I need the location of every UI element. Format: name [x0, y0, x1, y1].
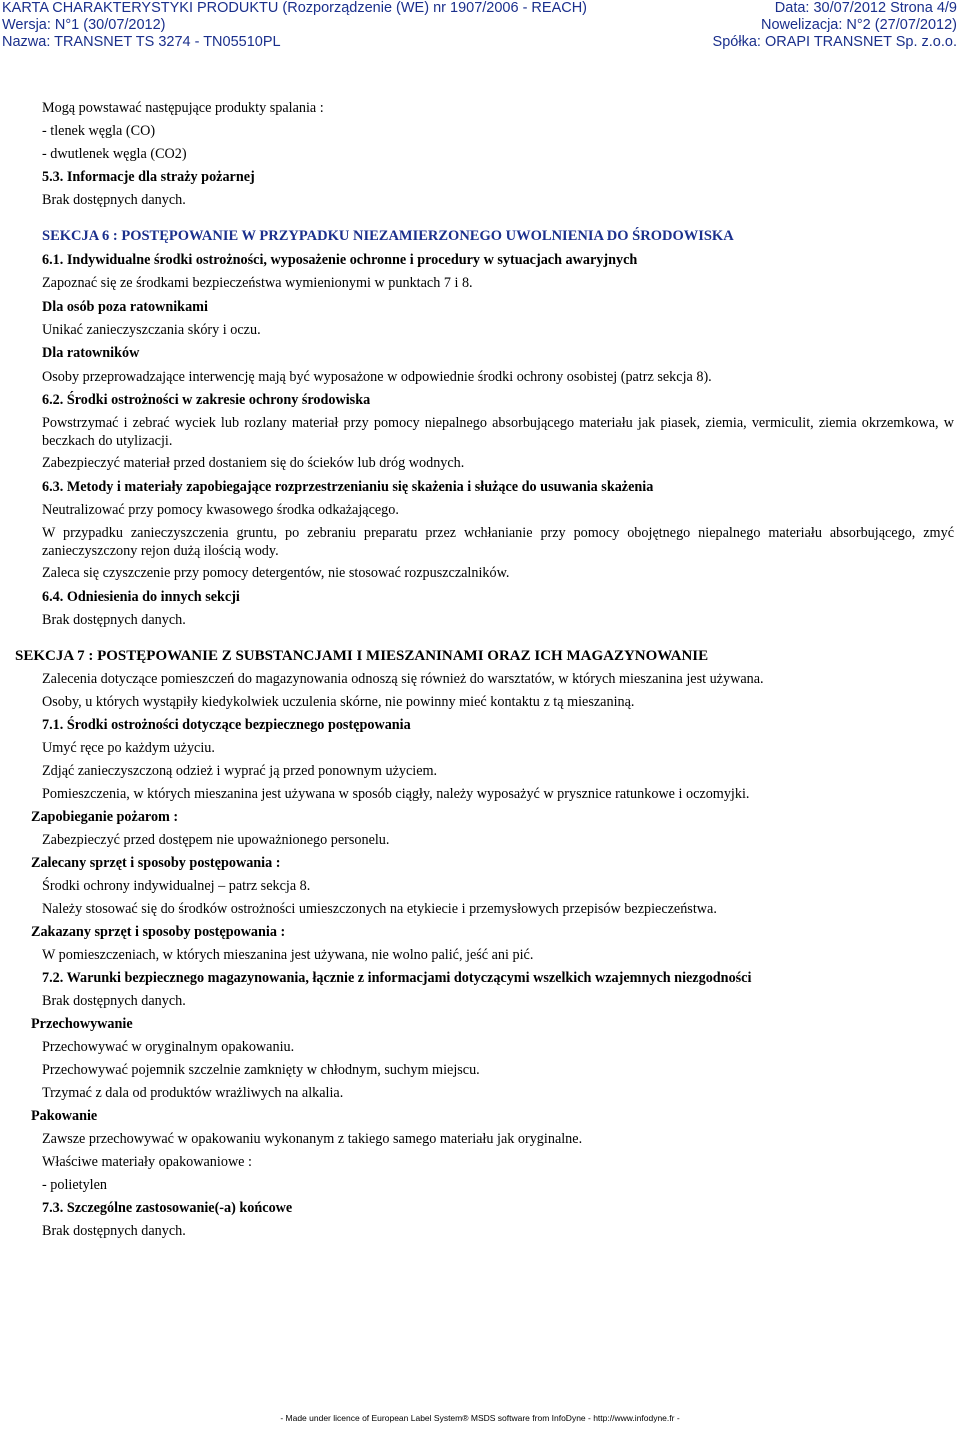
text-line: - dwutlenek węgla (CO2): [42, 146, 187, 162]
text-line: Pomieszczenia, w których mieszanina jest używana w sposób ciągły, należy wyposażyć w prysznice ratunkowe i oczomyjki.: [42, 786, 750, 802]
subheading: Zakazany sprzęt i sposoby postępowania :: [31, 924, 286, 940]
date-page: Data: 30/07/2012 Strona 4/9: [774, 0, 957, 16]
text-line: Właściwe materiały opakowaniowe :: [42, 1154, 252, 1170]
text-line: Przechowywać w oryginalnym opakowaniu.: [42, 1039, 295, 1055]
subsection-heading: 6.4. Odniesienia do innych sekcji: [42, 589, 240, 605]
text-line: Zawsze przechowywać w opakowaniu wykonanym z takiego samego materiału jak oryginalne.: [42, 1131, 583, 1147]
text-line: Osoby, u których wystąpiły kiedykolwiek uczulenia skórne, nie powinny mieć kontaktu z tą mieszaniną.: [42, 694, 635, 710]
page-footer: - Made under licence of European Label System® MSDS software from InfoDyne - http://www.infodyne.fr -: [280, 1413, 680, 1423]
paragraph: Powstrzymać i zebrać wyciek lub rozlany materiał przy pomocy niepalnego absorbującego materiału jak piasek, ziemia, vermiculit, ziemia okrzemkowa, w beczkach do utylizacji.: [42, 415, 954, 449]
text-line: - polietylen: [42, 1177, 108, 1193]
text-line: W pomieszczeniach, w których mieszanina jest używana, nie wolno palić, jeść ani pić.: [42, 947, 534, 963]
subsection-heading: 6.3. Metody i materiały zapobiegające rozprzestrzenianiu się skażenia i służące do usuwania skażenia: [42, 479, 654, 495]
section-heading: SEKCJA 7 : POSTĘPOWANIE Z SUBSTANCJAMI I MIESZANINAMI ORAZ ICH MAGAZYNOWANIE: [15, 648, 709, 664]
text-line: Osoby przeprowadzające interwencję mają być wyposażone w odpowiednie środki ochrony osobistej (patrz sekcja 8).: [42, 369, 712, 385]
version: Wersja: N°1 (30/07/2012): [2, 17, 166, 33]
text-line: Zalecenia dotyczące pomieszczeń do magazynowania odnoszą się również do warsztatów, w których mieszanina jest używana.: [42, 671, 764, 687]
text-line: - tlenek węgla (CO): [42, 123, 156, 139]
text-line: Środki ochrony indywidualnej – patrz sekcja 8.: [42, 878, 311, 894]
text-line: Zabezpieczyć przed dostępem nie upoważnionego personelu.: [42, 832, 390, 848]
text-line: Mogą powstawać następujące produkty spalania :: [42, 100, 324, 116]
text-line: Zabezpieczyć materiał przed dostaniem się do ścieków lub dróg wodnych.: [42, 455, 465, 471]
text-line: Unikać zanieczyszczania skóry i oczu.: [42, 322, 261, 338]
text-line: Umyć ręce po każdym użyciu.: [42, 740, 215, 756]
text-line: Zaleca się czyszczenie przy pomocy detergentów, nie stosować rozpuszczalników.: [42, 565, 510, 581]
subheading: Dla ratowników: [42, 345, 140, 361]
document-header: [0, 0, 960, 52]
text-line: Trzymać z dala od produktów wrażliwych na alkalia.: [42, 1085, 344, 1101]
subheading: Przechowywanie: [31, 1016, 133, 1032]
text-line: Neutralizować przy pomocy kwasowego środka odkażającego.: [42, 502, 399, 518]
subheading: Zalecany sprzęt i sposoby postępowania :: [31, 855, 281, 871]
text-line: Należy stosować się do środków ostrożności umieszczonych na etykiecie i przemysłowych przepisów bezpieczeństwa.: [42, 901, 717, 917]
text-line: Brak dostępnych danych.: [42, 612, 186, 628]
subsection-heading: 7.3. Szczególne zastosowanie(-a) końcowe: [42, 1200, 293, 1216]
text-line: Przechowywać pojemnik szczelnie zamknięty w chłodnym, suchym miejscu.: [42, 1062, 480, 1078]
subheading: Zapobieganie pożarom :: [31, 809, 179, 825]
subsection-heading: 5.3. Informacje dla straży pożarnej: [42, 169, 255, 185]
document-title: KARTA CHARAKTERYSTYKI PRODUKTU (Rozporządzenie (WE) nr 1907/2006 - REACH): [2, 0, 588, 16]
subheading: Dla osób poza ratownikami: [42, 299, 208, 315]
subsection-heading: 7.2. Warunki bezpiecznego magazynowania, łącznie z informacjami dotyczącymi wszelkich wzajemnych niezgodności: [42, 970, 752, 986]
company: Spółka: ORAPI TRANSNET Sp. z.o.o.: [712, 34, 957, 50]
text-line: Zapoznać się ze środkami bezpieczeństwa wymienionymi w punktach 7 i 8.: [42, 275, 473, 291]
subsection-heading: 7.1. Środki ostrożności dotyczące bezpiecznego postępowania: [42, 717, 411, 733]
paragraph: W przypadku zanieczyszczenia gruntu, po zebraniu preparatu przez wchłanianie przy pomocy obojętnego niepalnego materiału absorbującego, zmyć zanieczyszczony rejon dużą ilością wody.: [42, 525, 954, 559]
subheading: Pakowanie: [31, 1108, 98, 1124]
text-line: Brak dostępnych danych.: [42, 1223, 186, 1239]
product-name: Nazwa: TRANSNET TS 3274 - TN05510PL: [2, 34, 281, 50]
text-line: Zdjąć zanieczyszczoną odzież i wyprać ją przed ponownym użyciem.: [42, 763, 438, 779]
text-line: Brak dostępnych danych.: [42, 192, 186, 208]
subsection-heading: 6.1. Indywidualne środki ostrożności, wyposażenie ochronne i procedury w sytuacjach awaryjnych: [42, 252, 638, 268]
text-line: Brak dostępnych danych.: [42, 993, 186, 1009]
section-heading: SEKCJA 6 : POSTĘPOWANIE W PRZYPADKU NIEZAMIERZONEGO UWOLNIENIA DO ŚRODOWISKA: [42, 228, 734, 244]
revision: Nowelizacja: N°2 (27/07/2012): [760, 17, 957, 33]
subsection-heading: 6.2. Środki ostrożności w zakresie ochrony środowiska: [42, 392, 371, 408]
